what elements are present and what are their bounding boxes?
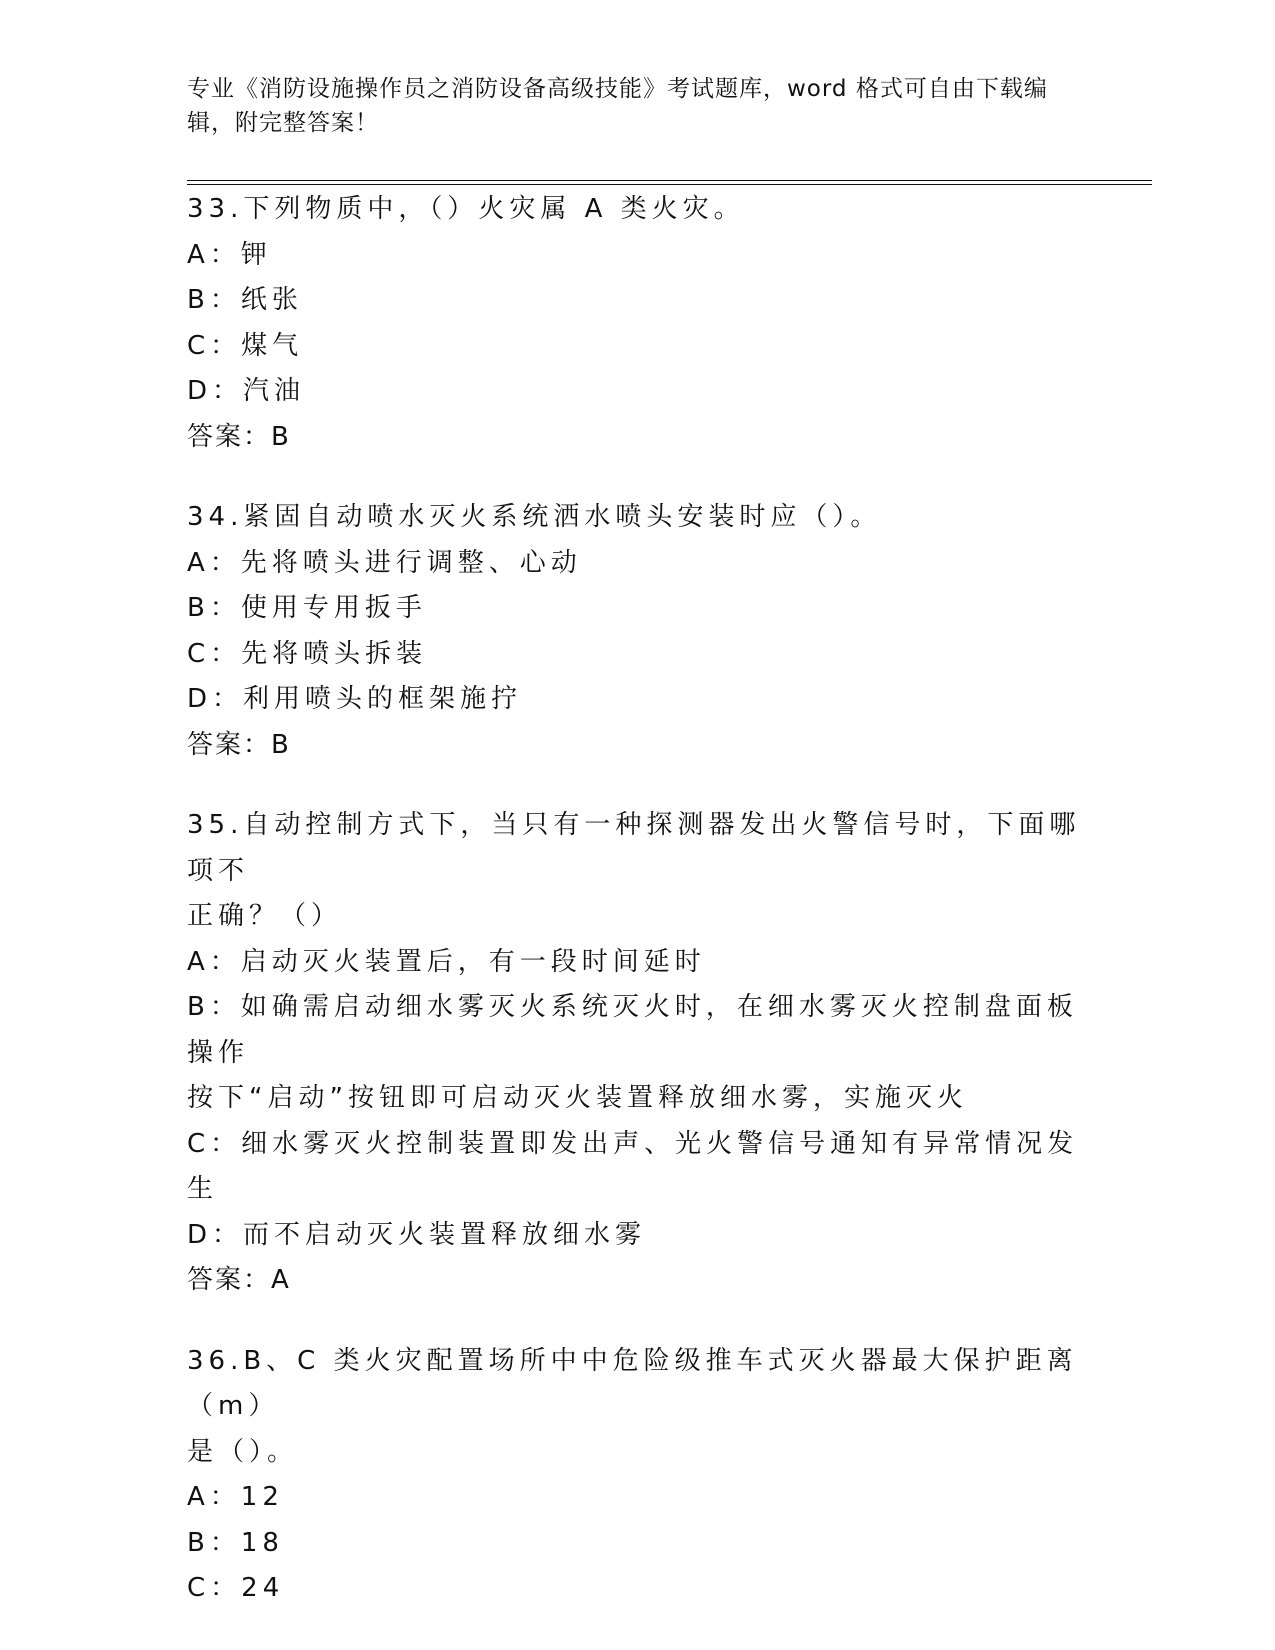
answer-line: 答案：B [187,729,291,760]
option-a: A：先将喷头进行调整、心动 [187,547,582,578]
option-c: C：煤气 [187,330,304,361]
option-c: C：24 [187,1573,285,1603]
question-stem-continued: 正确？（） [187,901,343,931]
option-b-continued: 按下“启动”按钮即可启动灭火装置释放细水雾，实施灭火 [187,1083,968,1113]
option-c: C：先将喷头拆装 [187,638,428,669]
question-list [187,187,1087,1647]
header-line-2: 辑，附完整答案！ [187,110,379,136]
option-a: A：12 [187,1482,284,1512]
option-c: C：细水雾灭火控制装置即发出声、光火警信号通知有异常情况发生 [187,1128,1079,1204]
option-d: D：而不启动灭火装置释放细水雾 [187,1219,647,1250]
question-stem: 33.下列物质中，（）火灾属 A 类火灾。 [187,194,745,224]
option-a: A：启动灭火装置后，有一段时间延时 [187,946,706,977]
answer-line: 答案：A [187,1265,291,1295]
question-35 [187,803,1087,1304]
question-stem: 36.B、C 类火灾配置场所中中危险级推车式灭火器最大保护距离（m） [187,1345,1078,1421]
option-b: B：如确需启动细水雾灭火系统灭火时，在细水雾灭火控制盘面板操作 [187,992,1078,1068]
question-stem: 35.自动控制方式下，当只有一种探测器发出火警信号时，下面哪项不 [187,810,1081,886]
header-line-1: 专业《消防设施操作员之消防设备高级技能》考试题库，word 格式可自由下载编 [187,76,1048,102]
document-header [187,72,1067,140]
option-a: A：钾 [187,239,272,270]
option-d: D：利用喷头的框架施拧 [187,684,523,714]
question-34 [187,495,1087,768]
question-stem-continued: 是（）。 [187,1436,299,1467]
question-36 [187,1339,1087,1612]
option-b: B：18 [187,1527,284,1558]
header-divider [187,180,1152,185]
option-b: B：使用专用扳手 [187,593,427,623]
question-stem: 34.紧固自动喷水灭火系统洒水喷头安装时应（）。 [187,502,882,532]
option-d: D：汽油 [187,376,306,406]
answer-line: 答案：B [187,421,291,452]
option-b: B：纸张 [187,285,303,315]
question-33 [187,187,1087,460]
